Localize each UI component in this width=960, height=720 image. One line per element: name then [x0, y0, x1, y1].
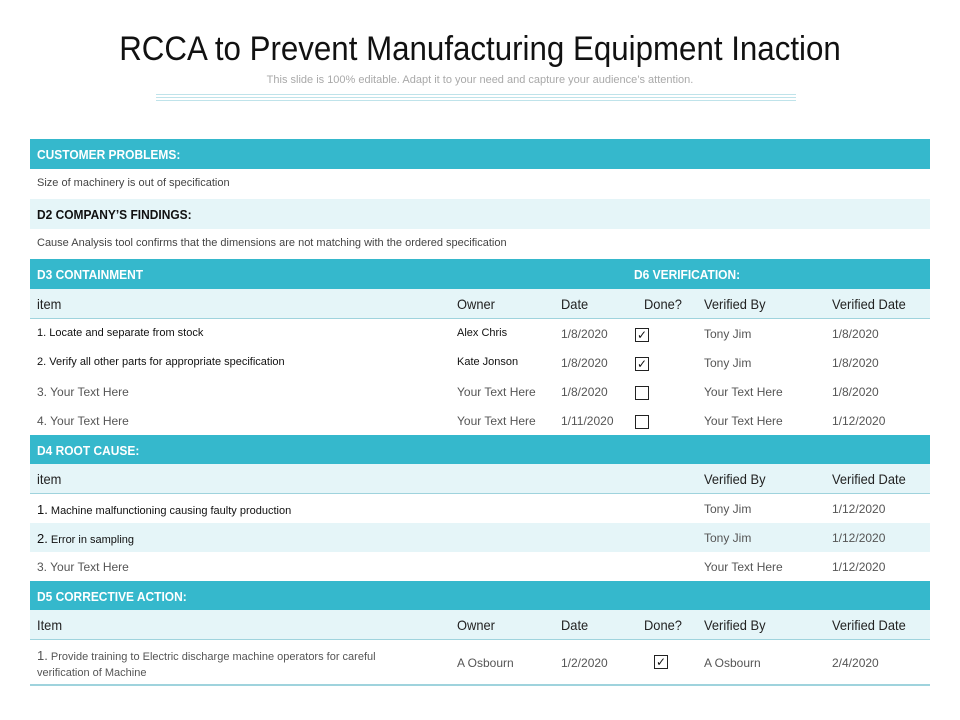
d3-row-2-date: 1/8/2020 [561, 356, 608, 370]
d4-col-verified-date: Verified Date [832, 471, 906, 487]
d3-row-2-verified-by: Tony Jim [704, 356, 752, 370]
customer-problems-header [30, 139, 930, 169]
customer-problems-row [30, 169, 930, 199]
d3-row-3-verified-by: Your Text Here [704, 385, 783, 399]
table-row [30, 523, 930, 552]
d3-col-owner: Owner [457, 296, 495, 312]
table-row [30, 552, 930, 581]
rcca-table [30, 139, 930, 686]
d3-row-1-item [37, 327, 203, 339]
d3-row-2-owner: Kate Jonson [457, 356, 519, 368]
table-bottom-border [30, 684, 930, 686]
title-divider-bottom [156, 100, 796, 101]
d3-col-date: Date [561, 296, 589, 312]
d4-row-1-item-text: Machine malfunctioning causing faulty production [50, 505, 292, 517]
title-divider-top [156, 94, 796, 95]
d4-row-3-num: 3. [37, 560, 48, 574]
d2-findings-row [30, 229, 930, 259]
table-row [30, 494, 930, 523]
table-row [30, 406, 930, 435]
d3-row-3-date: 1/8/2020 [561, 385, 608, 399]
d3-row-4-verified-by: Your Text Here [704, 414, 783, 428]
d3-row-4-num: 4. [37, 414, 48, 428]
table-row [30, 640, 930, 686]
d3-row-3-owner: Your Text Here [457, 385, 536, 399]
d2-findings-header [30, 199, 930, 229]
d3-row-4-item-text: Your Text Here [50, 414, 129, 428]
d4-col-item: item [37, 471, 62, 487]
d3-col-verified-by: Verified By [704, 296, 766, 312]
d5-row-1-verified-date: 2/4/2020 [832, 656, 879, 670]
d3-row-1-owner: Alex Chris [457, 327, 508, 339]
d3-row-2-num: 2. [37, 356, 47, 368]
d4-row-1-num: 1. [37, 502, 48, 517]
d4-row-1-item [37, 502, 291, 517]
d5-corrective-action-header [30, 581, 930, 610]
d3-row-1-verified-date: 1/8/2020 [832, 327, 879, 341]
page-subtitle: This slide is 100% editable. Adapt it to your need and capture your audience’s attention. [266, 74, 694, 86]
d5-corrective-action-label: D5 CORRECTIVE ACTION: [37, 589, 187, 604]
d6-verification-label: D6 VERIFICATION: [634, 267, 741, 282]
d3-row-3-verified-date: 1/8/2020 [832, 385, 879, 399]
d3-row-4-owner: Your Text Here [457, 414, 536, 428]
d5-row-1-num: 1. [37, 648, 48, 663]
d3-row-4-done-checkbox[interactable] [635, 415, 649, 429]
d5-row-1-item-line1: Provide training to Electric discharge machine operators for careful [50, 651, 376, 663]
title-divider-middle [156, 97, 796, 98]
d2-findings-label: D2 COMPANY’S FINDINGS: [37, 207, 192, 222]
check-icon: ✓ [636, 328, 648, 342]
d4-row-3-verified-date: 1/12/2020 [832, 560, 886, 574]
d5-column-headers [30, 610, 930, 640]
d5-col-verified-by: Verified By [704, 617, 766, 633]
d4-row-3-item [37, 560, 129, 574]
check-icon: ✓ [636, 357, 648, 371]
d3-row-3-item-text: Your Text Here [50, 385, 129, 399]
d3-row-1-item-text: Locate and separate from stock [49, 327, 204, 339]
d3-column-headers [30, 289, 930, 319]
table-row [30, 319, 930, 348]
d4-row-3-item-text: Your Text Here [50, 560, 129, 574]
d5-col-owner: Owner [457, 617, 495, 633]
d3-col-verified-date: Verified Date [832, 296, 906, 312]
d4-row-2-num: 2. [37, 531, 48, 546]
d4-row-3-verified-by: Your Text Here [704, 560, 783, 574]
table-row [30, 377, 930, 406]
d3-row-4-verified-date: 1/12/2020 [832, 414, 886, 428]
d5-col-verified-date: Verified Date [832, 617, 906, 633]
d3-row-4-date: 1/11/2020 [561, 414, 614, 428]
d5-col-done: Done? [644, 617, 682, 633]
d5-row-1-verified-by: A Osbourn [704, 656, 761, 670]
d5-col-item: Item [37, 617, 63, 633]
d2-findings-text: Cause Analysis tool confirms that the dimensions are not matching with the ordered specification [37, 237, 507, 249]
d3-row-3-done-checkbox[interactable] [635, 386, 649, 400]
d3-row-1-num: 1. [37, 327, 47, 339]
d3-row-1-date: 1/8/2020 [561, 327, 608, 341]
d4-row-2-verified-by: Tony Jim [704, 531, 752, 545]
d3-containment-header [30, 259, 930, 289]
d3-containment-label: D3 CONTAINMENT [37, 267, 144, 282]
d3-row-2-verified-date: 1/8/2020 [832, 356, 879, 370]
d3-row-4-item [37, 414, 129, 428]
d4-row-2-item [37, 531, 134, 546]
d5-row-1-owner: A Osbourn [457, 656, 514, 670]
d4-col-verified-by: Verified By [704, 471, 766, 487]
d5-col-date: Date [561, 617, 589, 633]
customer-problems-label: CUSTOMER PROBLEMS: [37, 147, 181, 162]
d3-row-3-num: 3. [37, 385, 48, 399]
d3-col-item: item [37, 296, 62, 312]
d4-root-cause-label: D4 ROOT CAUSE: [37, 443, 140, 458]
d4-root-cause-header [30, 435, 930, 464]
table-row [30, 348, 930, 377]
d5-row-1-done-checkbox[interactable] [654, 655, 668, 669]
d5-row-1-date: 1/2/2020 [561, 656, 608, 670]
check-icon: ✓ [655, 655, 667, 669]
d3-row-1-verified-by: Tony Jim [704, 327, 752, 341]
d4-row-1-verified-date: 1/12/2020 [832, 502, 886, 516]
d4-row-2-verified-date: 1/12/2020 [832, 531, 886, 545]
d3-row-2-item-text: Verify all other parts for appropriate specification [49, 356, 285, 368]
customer-problems-text: Size of machinery is out of specification [37, 177, 230, 189]
d4-column-headers [30, 464, 930, 494]
d3-row-2-item [37, 356, 285, 368]
d3-col-done: Done? [644, 296, 682, 312]
d4-row-1-verified-by: Tony Jim [704, 502, 752, 516]
d5-row-1-item-line2: verification of Machine [37, 667, 147, 679]
d4-row-2-item-text: Error in sampling [50, 534, 135, 546]
d3-row-2-done-checkbox[interactable] [635, 357, 649, 371]
d3-row-1-done-checkbox[interactable] [635, 328, 649, 342]
d5-row-1-item [37, 648, 437, 681]
d3-row-3-item [37, 385, 129, 399]
page-title: RCCA to Prevent Manufacturing Equipment Inaction [119, 30, 841, 68]
